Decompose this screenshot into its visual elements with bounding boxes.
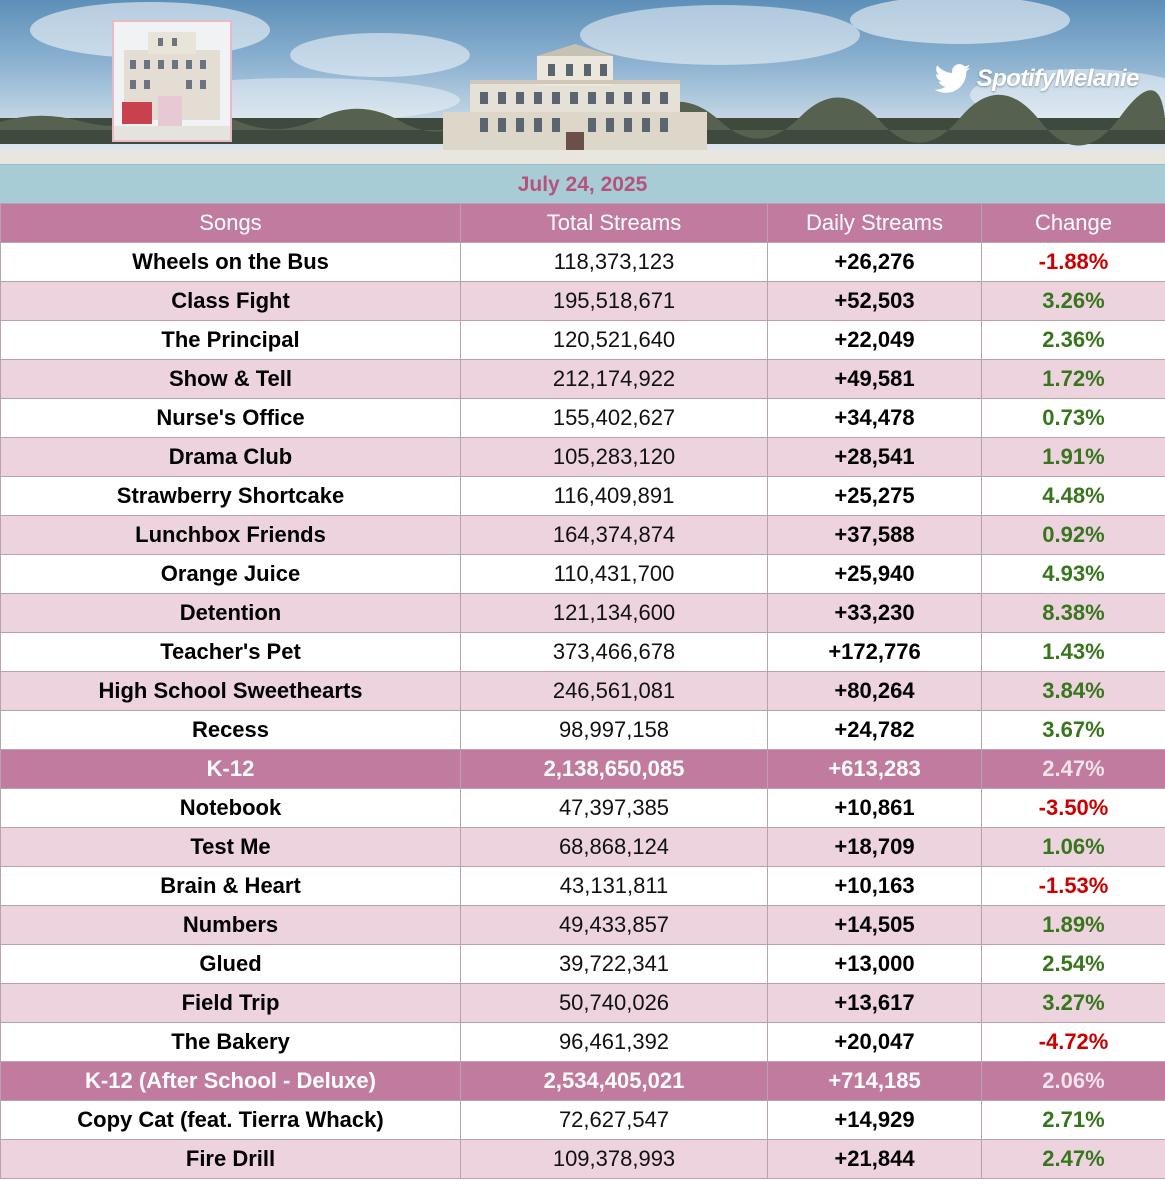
- song-name-cell: Wheels on the Bus: [1, 243, 461, 282]
- song-name-cell: Detention: [1, 594, 461, 633]
- song-name-cell: K-12: [1, 750, 461, 789]
- table-row: [1, 1023, 1165, 1062]
- header-change: Change: [982, 204, 1165, 243]
- daily-streams-cell: +714,185: [768, 1062, 982, 1101]
- change-cell: 2.47%: [982, 750, 1165, 789]
- daily-streams-cell: +21,844: [768, 1140, 982, 1179]
- total-streams-cell: 49,433,857: [461, 906, 768, 945]
- total-streams-cell: 96,461,392: [461, 1023, 768, 1062]
- change-cell: -1.88%: [982, 243, 1165, 282]
- total-streams-cell: 50,740,026: [461, 984, 768, 1023]
- total-streams-cell: 120,521,640: [461, 321, 768, 360]
- daily-streams-cell: +80,264: [768, 672, 982, 711]
- total-streams-cell: 110,431,700: [461, 555, 768, 594]
- daily-streams-cell: +613,283: [768, 750, 982, 789]
- song-name-cell: Show & Tell: [1, 360, 461, 399]
- table-row: [1, 984, 1165, 1023]
- change-cell: 4.93%: [982, 555, 1165, 594]
- table-row: [1, 321, 1165, 360]
- table-row: [1, 1101, 1165, 1140]
- total-streams-cell: 105,283,120: [461, 438, 768, 477]
- table-row: [1, 282, 1165, 321]
- song-name-cell: Brain & Heart: [1, 867, 461, 906]
- change-cell: 4.48%: [982, 477, 1165, 516]
- total-streams-cell: 212,174,922: [461, 360, 768, 399]
- change-cell: 8.38%: [982, 594, 1165, 633]
- table-row: [1, 243, 1165, 282]
- table-row: [1, 906, 1165, 945]
- table-row: [1, 516, 1165, 555]
- total-streams-cell: 155,402,627: [461, 399, 768, 438]
- table-row: [1, 867, 1165, 906]
- song-name-cell: Test Me: [1, 828, 461, 867]
- total-streams-cell: 246,561,081: [461, 672, 768, 711]
- daily-streams-cell: +10,163: [768, 867, 982, 906]
- change-cell: 1.89%: [982, 906, 1165, 945]
- table-row: [1, 438, 1165, 477]
- total-streams-cell: 2,534,405,021: [461, 1062, 768, 1101]
- change-cell: 3.27%: [982, 984, 1165, 1023]
- table-row: [1, 672, 1165, 711]
- table-row: [1, 594, 1165, 633]
- total-streams-cell: 68,868,124: [461, 828, 768, 867]
- change-cell: 0.73%: [982, 399, 1165, 438]
- daily-streams-cell: +49,581: [768, 360, 982, 399]
- song-name-cell: Drama Club: [1, 438, 461, 477]
- total-streams-cell: 116,409,891: [461, 477, 768, 516]
- album-cover-image: [112, 20, 232, 142]
- twitter-bird-icon: [935, 64, 971, 94]
- streams-table: [0, 203, 1165, 1179]
- daily-streams-cell: +13,617: [768, 984, 982, 1023]
- change-cell: 0.92%: [982, 516, 1165, 555]
- song-name-cell: Teacher's Pet: [1, 633, 461, 672]
- table-row: [1, 360, 1165, 399]
- song-name-cell: Numbers: [1, 906, 461, 945]
- table-body: [1, 243, 1165, 1179]
- daily-streams-cell: +33,230: [768, 594, 982, 633]
- total-streams-cell: 47,397,385: [461, 789, 768, 828]
- total-streams-cell: 109,378,993: [461, 1140, 768, 1179]
- total-streams-cell: 195,518,671: [461, 282, 768, 321]
- header-songs: Songs: [1, 204, 461, 243]
- album-total-row: [1, 750, 1165, 789]
- date-bar: July 24, 2025: [0, 164, 1165, 203]
- handle-text: SpotifyMelanie: [976, 65, 1139, 92]
- daily-streams-cell: +13,000: [768, 945, 982, 984]
- song-name-cell: Fire Drill: [1, 1140, 461, 1179]
- change-cell: 1.43%: [982, 633, 1165, 672]
- song-name-cell: The Bakery: [1, 1023, 461, 1062]
- change-cell: 3.84%: [982, 672, 1165, 711]
- change-cell: -1.53%: [982, 867, 1165, 906]
- song-name-cell: Copy Cat (feat. Tierra Whack): [1, 1101, 461, 1140]
- total-streams-cell: 164,374,874: [461, 516, 768, 555]
- table-header-row: [1, 204, 1165, 243]
- daily-streams-cell: +34,478: [768, 399, 982, 438]
- table-row: [1, 1140, 1165, 1179]
- total-streams-cell: 2,138,650,085: [461, 750, 768, 789]
- total-streams-cell: 118,373,123: [461, 243, 768, 282]
- song-name-cell: Lunchbox Friends: [1, 516, 461, 555]
- daily-streams-cell: +37,588: [768, 516, 982, 555]
- change-cell: 2.71%: [982, 1101, 1165, 1140]
- change-cell: 1.72%: [982, 360, 1165, 399]
- header-total-streams: Total Streams: [461, 204, 768, 243]
- total-streams-cell: 43,131,811: [461, 867, 768, 906]
- change-cell: 3.67%: [982, 711, 1165, 750]
- album-total-row: [1, 1062, 1165, 1101]
- total-streams-cell: 39,722,341: [461, 945, 768, 984]
- twitter-handle: [935, 64, 1139, 94]
- daily-streams-cell: +26,276: [768, 243, 982, 282]
- song-name-cell: Orange Juice: [1, 555, 461, 594]
- change-cell: 1.06%: [982, 828, 1165, 867]
- daily-streams-cell: +24,782: [768, 711, 982, 750]
- song-name-cell: The Principal: [1, 321, 461, 360]
- change-cell: -4.72%: [982, 1023, 1165, 1062]
- table-row: [1, 828, 1165, 867]
- change-cell: 2.54%: [982, 945, 1165, 984]
- table-row: [1, 399, 1165, 438]
- change-cell: 3.26%: [982, 282, 1165, 321]
- table-row: [1, 789, 1165, 828]
- total-streams-cell: 98,997,158: [461, 711, 768, 750]
- song-name-cell: Notebook: [1, 789, 461, 828]
- song-name-cell: Strawberry Shortcake: [1, 477, 461, 516]
- change-cell: 2.36%: [982, 321, 1165, 360]
- change-cell: 1.91%: [982, 438, 1165, 477]
- total-streams-cell: 373,466,678: [461, 633, 768, 672]
- song-name-cell: Recess: [1, 711, 461, 750]
- song-name-cell: High School Sweethearts: [1, 672, 461, 711]
- daily-streams-cell: +14,929: [768, 1101, 982, 1140]
- table-row: [1, 633, 1165, 672]
- change-cell: 2.47%: [982, 1140, 1165, 1179]
- daily-streams-cell: +18,709: [768, 828, 982, 867]
- song-name-cell: Glued: [1, 945, 461, 984]
- song-name-cell: Field Trip: [1, 984, 461, 1023]
- daily-streams-cell: +52,503: [768, 282, 982, 321]
- header-banner: [0, 0, 1165, 164]
- daily-streams-cell: +28,541: [768, 438, 982, 477]
- table-row: [1, 477, 1165, 516]
- table-row: [1, 555, 1165, 594]
- header-daily-streams: Daily Streams: [768, 204, 982, 243]
- daily-streams-cell: +10,861: [768, 789, 982, 828]
- song-name-cell: Class Fight: [1, 282, 461, 321]
- change-cell: -3.50%: [982, 789, 1165, 828]
- total-streams-cell: 72,627,547: [461, 1101, 768, 1140]
- song-name-cell: K-12 (After School - Deluxe): [1, 1062, 461, 1101]
- daily-streams-cell: +172,776: [768, 633, 982, 672]
- daily-streams-cell: +22,049: [768, 321, 982, 360]
- song-name-cell: Nurse's Office: [1, 399, 461, 438]
- daily-streams-cell: +25,940: [768, 555, 982, 594]
- total-streams-cell: 121,134,600: [461, 594, 768, 633]
- table-row: [1, 945, 1165, 984]
- daily-streams-cell: +14,505: [768, 906, 982, 945]
- table-row: [1, 711, 1165, 750]
- change-cell: 2.06%: [982, 1062, 1165, 1101]
- daily-streams-cell: +20,047: [768, 1023, 982, 1062]
- daily-streams-cell: +25,275: [768, 477, 982, 516]
